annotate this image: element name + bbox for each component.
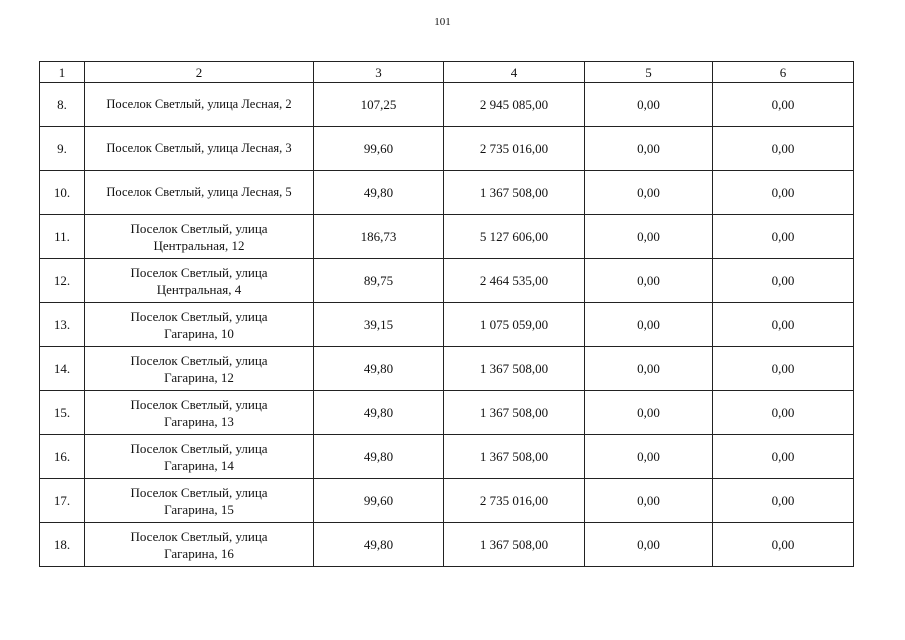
table-row	[40, 83, 854, 127]
area-cell: 99,60	[314, 127, 444, 171]
col5-cell: 0,00	[585, 391, 713, 435]
header-cell: 5	[585, 62, 713, 83]
col6-cell: 0,00	[713, 215, 854, 259]
row-number: 9.	[40, 127, 85, 171]
table-row	[40, 391, 854, 435]
col6-cell: 0,00	[713, 83, 854, 127]
amount-cell: 1 075 059,00	[444, 303, 585, 347]
address-cell: Поселок Светлый, улица Гагарина, 13	[85, 391, 314, 435]
amount-cell: 2 735 016,00	[444, 479, 585, 523]
col6-cell: 0,00	[713, 171, 854, 215]
address-cell: Поселок Светлый, улица Гагарина, 14	[85, 435, 314, 479]
row-number: 17.	[40, 479, 85, 523]
col6-cell: 0,00	[713, 391, 854, 435]
data-table	[39, 61, 854, 567]
table-row	[40, 215, 854, 259]
col5-cell: 0,00	[585, 215, 713, 259]
table-row	[40, 303, 854, 347]
area-cell: 186,73	[314, 215, 444, 259]
row-number: 14.	[40, 347, 85, 391]
amount-cell: 2 464 535,00	[444, 259, 585, 303]
col6-cell: 0,00	[713, 479, 854, 523]
address-cell: Поселок Светлый, улица Центральная, 4	[85, 259, 314, 303]
amount-cell: 1 367 508,00	[444, 347, 585, 391]
row-number: 15.	[40, 391, 85, 435]
col5-cell: 0,00	[585, 259, 713, 303]
header-cell: 3	[314, 62, 444, 83]
col6-cell: 0,00	[713, 259, 854, 303]
address-cell: Поселок Светлый, улица Гагарина, 16	[85, 523, 314, 567]
table-row	[40, 435, 854, 479]
row-number: 11.	[40, 215, 85, 259]
amount-cell: 1 367 508,00	[444, 435, 585, 479]
row-number: 16.	[40, 435, 85, 479]
amount-cell: 2 735 016,00	[444, 127, 585, 171]
header-cell: 4	[444, 62, 585, 83]
address-cell: Поселок Светлый, улица Гагарина, 12	[85, 347, 314, 391]
amount-cell: 1 367 508,00	[444, 523, 585, 567]
row-number: 18.	[40, 523, 85, 567]
row-number: 13.	[40, 303, 85, 347]
row-number: 8.	[40, 83, 85, 127]
col5-cell: 0,00	[585, 83, 713, 127]
header-cell: 2	[85, 62, 314, 83]
area-cell: 39,15	[314, 303, 444, 347]
col6-cell: 0,00	[713, 435, 854, 479]
area-cell: 99,60	[314, 479, 444, 523]
address-cell: Поселок Светлый, улица Гагарина, 15	[85, 479, 314, 523]
col5-cell: 0,00	[585, 347, 713, 391]
col5-cell: 0,00	[585, 523, 713, 567]
area-cell: 49,80	[314, 171, 444, 215]
row-number: 10.	[40, 171, 85, 215]
table-row	[40, 259, 854, 303]
col5-cell: 0,00	[585, 303, 713, 347]
col5-cell: 0,00	[585, 435, 713, 479]
header-row	[40, 62, 854, 83]
table-row	[40, 171, 854, 215]
header-cell: 6	[713, 62, 854, 83]
col6-cell: 0,00	[713, 523, 854, 567]
address-cell: Поселок Светлый, улица Центральная, 12	[85, 215, 314, 259]
col6-cell: 0,00	[713, 127, 854, 171]
amount-cell: 5 127 606,00	[444, 215, 585, 259]
col5-cell: 0,00	[585, 479, 713, 523]
amount-cell: 1 367 508,00	[444, 391, 585, 435]
address-cell: Поселок Светлый, улица Лесная, 5	[85, 171, 314, 215]
col6-cell: 0,00	[713, 347, 854, 391]
table-row	[40, 127, 854, 171]
table-row	[40, 523, 854, 567]
page-number: 101	[434, 16, 451, 28]
table-row	[40, 479, 854, 523]
row-number: 12.	[40, 259, 85, 303]
area-cell: 89,75	[314, 259, 444, 303]
area-cell: 107,25	[314, 83, 444, 127]
area-cell: 49,80	[314, 391, 444, 435]
table-row	[40, 347, 854, 391]
col6-cell: 0,00	[713, 303, 854, 347]
col5-cell: 0,00	[585, 127, 713, 171]
area-cell: 49,80	[314, 347, 444, 391]
address-cell: Поселок Светлый, улица Лесная, 3	[85, 127, 314, 171]
header-cell: 1	[40, 62, 85, 83]
area-cell: 49,80	[314, 523, 444, 567]
area-cell: 49,80	[314, 435, 444, 479]
amount-cell: 1 367 508,00	[444, 171, 585, 215]
address-cell: Поселок Светлый, улица Лесная, 2	[85, 83, 314, 127]
address-cell: Поселок Светлый, улица Гагарина, 10	[85, 303, 314, 347]
amount-cell: 2 945 085,00	[444, 83, 585, 127]
col5-cell: 0,00	[585, 171, 713, 215]
